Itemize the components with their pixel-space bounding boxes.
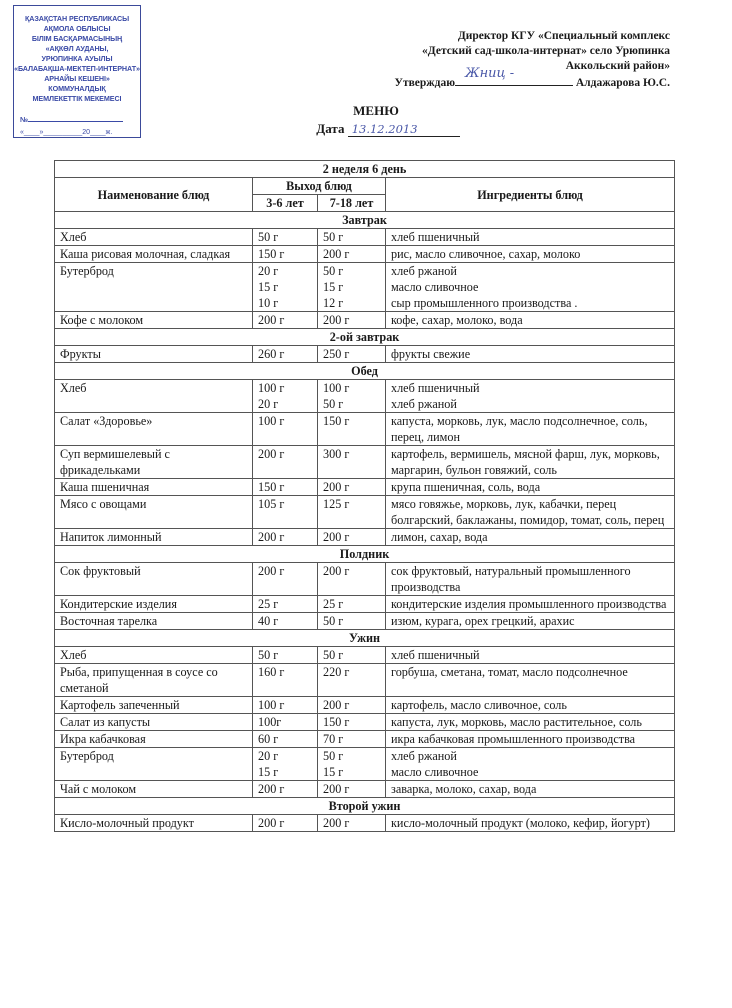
portion-3-6-line: 60 г	[258, 732, 279, 746]
ingredients	[386, 246, 675, 263]
ingredients-line: хлеб пшеничный	[391, 381, 480, 395]
portion-3-6	[253, 697, 318, 714]
portion-3-6-line: 15 г	[258, 765, 279, 779]
output-column-header: Выход блюд	[253, 178, 386, 195]
portion-7-18-line: 200 г	[323, 313, 350, 327]
meal-section-row	[55, 212, 675, 229]
meal-section-title: Завтрак	[55, 212, 675, 229]
menu-table-body	[55, 212, 675, 832]
portion-3-6	[253, 647, 318, 664]
dish-row	[55, 229, 675, 246]
portion-7-18-line: 50 г	[323, 397, 344, 411]
dish-row	[55, 413, 675, 446]
meal-section-row	[55, 363, 675, 380]
portion-7-18-line: 200 г	[323, 530, 350, 544]
approval-line-1: Директор КГУ «Специальный комплекс	[457, 30, 670, 42]
portion-7-18-line: 12 г	[323, 296, 344, 310]
portion-7-18-line: 100 г	[323, 381, 350, 395]
portion-3-6	[253, 413, 318, 446]
portion-7-18-line: 15 г	[323, 765, 344, 779]
page-title: МЕНЮ	[353, 103, 399, 118]
portion-3-6	[253, 380, 318, 413]
portion-7-18-line: 300 г	[323, 447, 350, 461]
ingredients-line: лимон, сахар, вода	[391, 530, 488, 544]
dish-name: Кисло-молочный продукт	[55, 815, 253, 832]
stamp-line: «АҚКӨЛ АУДАНЫ,	[45, 44, 109, 53]
portion-3-6-line: 100г	[258, 715, 282, 729]
ingredients	[386, 714, 675, 731]
portion-7-18	[318, 246, 386, 263]
dish-row	[55, 596, 675, 613]
dish-row	[55, 664, 675, 697]
meal-section-title: Обед	[55, 363, 675, 380]
ingredients-line: сок фруктовый, натуральный промышленного производства	[391, 564, 631, 594]
portion-3-6-line: 100 г	[258, 381, 285, 395]
portion-3-6-line: 15 г	[258, 280, 279, 294]
meal-section-row	[55, 546, 675, 563]
portion-3-6	[253, 613, 318, 630]
ingredients-line: крупа пшеничная, соль, вода	[391, 480, 541, 494]
ingredients-line: кисло-молочный продукт (молоко, кефир, йогурт)	[391, 816, 650, 830]
portion-7-18	[318, 748, 386, 781]
date-value: 13.12.2013	[348, 122, 460, 137]
dish-row	[55, 312, 675, 329]
ingredients	[386, 815, 675, 832]
portion-3-6-line: 200 г	[258, 816, 285, 830]
menu-table	[54, 160, 675, 832]
dish-row	[55, 647, 675, 664]
portion-3-6	[253, 229, 318, 246]
portion-3-6	[253, 496, 318, 529]
age-3-6-header: 3-6 лет	[253, 195, 318, 212]
dish-row	[55, 496, 675, 529]
portion-3-6-line: 150 г	[258, 247, 285, 261]
dish-name: Хлеб	[55, 647, 253, 664]
portion-3-6-line: 20 г	[258, 264, 279, 278]
dish-name: Кондитерские изделия	[55, 596, 253, 613]
ingredients	[386, 346, 675, 363]
portion-3-6-line: 25 г	[258, 597, 279, 611]
ingredients	[386, 596, 675, 613]
signature-line	[455, 66, 573, 86]
age-7-18-header: 7-18 лет	[318, 195, 386, 212]
portion-3-6-line: 200 г	[258, 530, 285, 544]
portion-3-6	[253, 815, 318, 832]
ingredients-line: заварка, молоко, сахар, вода	[391, 782, 537, 796]
ingredients-column-header: Ингредиенты блюд	[386, 178, 675, 212]
approval-block	[395, 29, 671, 91]
portion-3-6	[253, 748, 318, 781]
dish-name: Икра кабачковая	[55, 731, 253, 748]
dish-row	[55, 714, 675, 731]
stamp-date: «____»__________20____ж.	[20, 129, 113, 136]
stamp-line: КОММУНАЛДЫҚ	[48, 84, 106, 93]
dish-row	[55, 346, 675, 363]
portion-7-18	[318, 714, 386, 731]
dish-name: Каша пшеничная	[55, 479, 253, 496]
portion-7-18-line: 25 г	[323, 597, 344, 611]
dish-row	[55, 529, 675, 546]
meal-section-row	[55, 630, 675, 647]
ingredients	[386, 413, 675, 446]
dish-name: Картофель запеченный	[55, 697, 253, 714]
portion-3-6-line: 100 г	[258, 414, 285, 428]
dish-row	[55, 781, 675, 798]
dish-name: Бутерброд	[55, 263, 253, 312]
portion-3-6-line: 200 г	[258, 447, 285, 461]
ingredients-line: капуста, морковь, лук, масло подсолнечное, соль, перец, лимон	[391, 414, 648, 444]
portion-3-6-line: 105 г	[258, 497, 285, 511]
portion-7-18-line: 200 г	[323, 480, 350, 494]
dish-row	[55, 246, 675, 263]
portion-7-18	[318, 815, 386, 832]
ingredients-line: картофель, масло сливочное, соль	[391, 698, 567, 712]
ingredients	[386, 664, 675, 697]
dish-name: Салат «Здоровье»	[55, 413, 253, 446]
portion-7-18	[318, 529, 386, 546]
portion-7-18	[318, 664, 386, 697]
portion-7-18-line: 50 г	[323, 749, 344, 763]
portion-7-18	[318, 563, 386, 596]
stamp-line: «БАЛАБАҚША-МЕКТЕП-ИНТЕРНАТ»	[14, 64, 140, 73]
dish-row	[55, 731, 675, 748]
ingredients-line: хлеб пшеничный	[391, 230, 480, 244]
meal-section-row	[55, 329, 675, 346]
portion-7-18-line: 150 г	[323, 414, 350, 428]
portion-7-18	[318, 596, 386, 613]
dish-name: Хлеб	[55, 380, 253, 413]
ingredients-line: хлеб пшеничный	[391, 648, 480, 662]
dish-name: Фрукты	[55, 346, 253, 363]
stamp-line: УРЮПИНКА АУЫЛЫ	[41, 54, 113, 63]
ingredients-line: горбуша, сметана, томат, масло подсолнечное	[391, 665, 628, 679]
ingredients-line: кондитерские изделия промышленного производства	[391, 597, 667, 611]
portion-3-6-line: 260 г	[258, 347, 285, 361]
portion-3-6	[253, 563, 318, 596]
meal-section-title: 2-ой завтрак	[55, 329, 675, 346]
portion-3-6	[253, 263, 318, 312]
dish-name: Кофе с молоком	[55, 312, 253, 329]
portion-7-18	[318, 781, 386, 798]
stamp-number-label: №	[20, 115, 29, 124]
week-day-row	[55, 161, 675, 178]
ingredients	[386, 496, 675, 529]
portion-7-18-line: 200 г	[323, 698, 350, 712]
dish-name: Сок фруктовый	[55, 563, 253, 596]
ingredients	[386, 380, 675, 413]
dish-name: Напиток лимонный	[55, 529, 253, 546]
ingredients-line: масло сливочное	[391, 765, 479, 779]
portion-7-18-line: 150 г	[323, 715, 350, 729]
dish-name: Хлеб	[55, 229, 253, 246]
dish-name: Салат из капусты	[55, 714, 253, 731]
portion-7-18-line: 200 г	[323, 564, 350, 578]
portion-7-18	[318, 346, 386, 363]
portion-3-6	[253, 714, 318, 731]
ingredients-line: рис, масло сливочное, сахар, молоко	[391, 247, 581, 261]
portion-3-6-line: 40 г	[258, 614, 279, 628]
portion-7-18	[318, 312, 386, 329]
portion-7-18-line: 50 г	[323, 230, 344, 244]
ingredients	[386, 446, 675, 479]
portion-7-18	[318, 229, 386, 246]
approval-line-3: Аккольский район»	[565, 60, 670, 72]
week-day-header: 2 неделя 6 день	[55, 161, 675, 178]
dish-row	[55, 815, 675, 832]
approval-line-2: «Детский сад-школа-интернат» село Урюпинка	[422, 45, 670, 57]
ingredients-line: капуста, лук, морковь, масло растительное, соль	[391, 715, 642, 729]
portion-7-18	[318, 446, 386, 479]
ingredients	[386, 731, 675, 748]
meal-section-title: Второй ужин	[55, 798, 675, 815]
ingredients-line: фрукты свежие	[391, 347, 471, 361]
portion-3-6	[253, 596, 318, 613]
portion-7-18	[318, 380, 386, 413]
portion-7-18	[318, 479, 386, 496]
ingredients	[386, 781, 675, 798]
dish-row	[55, 446, 675, 479]
date-label: Дата	[316, 121, 345, 136]
date-row	[44, 121, 732, 137]
portion-3-6	[253, 246, 318, 263]
ingredients-line: хлеб ржаной	[391, 264, 457, 278]
stamp-line: БІЛІМ БАСҚАРМАСЫНЫҢ	[31, 34, 123, 43]
portion-7-18-line: 70 г	[323, 732, 344, 746]
dish-name: Суп вермишелевый с фрикадельками	[55, 446, 253, 479]
dish-row	[55, 613, 675, 630]
signer-name: Алдажарова Ю.С.	[575, 77, 670, 89]
portion-3-6	[253, 731, 318, 748]
portion-3-6-line: 200 г	[258, 564, 285, 578]
portion-7-18	[318, 263, 386, 312]
portion-3-6	[253, 312, 318, 329]
dish-column-header: Наименование блюд	[55, 178, 253, 212]
portion-3-6-line: 200 г	[258, 313, 285, 327]
handwritten-signature: Жниц -	[465, 66, 515, 81]
dish-row	[55, 563, 675, 596]
portion-3-6	[253, 479, 318, 496]
approve-label: Утверждаю	[394, 77, 455, 89]
meal-section-title: Полдник	[55, 546, 675, 563]
ingredients-line: картофель, вермишель, мясной фарш, лук, морковь, маргарин, бульон говяжий, соль	[391, 447, 660, 477]
dish-name: Чай с молоком	[55, 781, 253, 798]
portion-3-6	[253, 346, 318, 363]
portion-7-18	[318, 647, 386, 664]
dish-name: Рыба, припущенная в соусе со сметаной	[55, 664, 253, 697]
ingredients-line: хлеб ржаной	[391, 749, 457, 763]
ingredients-line: сыр промышленного производства .	[391, 296, 578, 310]
dish-name: Каша рисовая молочная, сладкая	[55, 246, 253, 263]
stamp-text	[14, 14, 140, 104]
ingredients-line: кофе, сахар, молоко, вода	[391, 313, 523, 327]
stamp-line: ҚАЗАҚСТАН РЕСПУБЛИКАСЫ	[24, 14, 130, 23]
dish-row	[55, 748, 675, 781]
portion-7-18-line: 125 г	[323, 497, 350, 511]
ingredients	[386, 563, 675, 596]
meal-section-row	[55, 798, 675, 815]
dish-name: Бутерброд	[55, 748, 253, 781]
portion-7-18-line: 250 г	[323, 347, 350, 361]
ingredients	[386, 229, 675, 246]
ingredients-line: мясо говяжье, морковь, лук, кабачки, перец болгарский, баклажаны, помидор, томат, соль, перец	[391, 497, 665, 527]
portion-3-6-line: 50 г	[258, 648, 279, 662]
portion-7-18-line: 15 г	[323, 280, 344, 294]
ingredients	[386, 479, 675, 496]
ingredients	[386, 613, 675, 630]
portion-3-6-line: 20 г	[258, 749, 279, 763]
dish-name: Восточная тарелка	[55, 613, 253, 630]
stamp-line: МЕМЛЕКЕТТІК МЕКЕМЕСІ	[32, 94, 122, 103]
ingredients	[386, 697, 675, 714]
stamp-line: АҚМОЛА ОБЛЫСЫ	[43, 24, 111, 33]
dish-row	[55, 263, 675, 312]
portion-3-6-line: 200 г	[258, 782, 285, 796]
portion-3-6	[253, 664, 318, 697]
portion-3-6-line: 150 г	[258, 480, 285, 494]
ingredients	[386, 263, 675, 312]
portion-3-6-line: 50 г	[258, 230, 279, 244]
ingredients-line: масло сливочное	[391, 280, 479, 294]
ingredients	[386, 312, 675, 329]
dish-row	[55, 380, 675, 413]
portion-3-6	[253, 781, 318, 798]
portion-3-6	[253, 446, 318, 479]
portion-7-18	[318, 496, 386, 529]
portion-7-18-line: 200 г	[323, 816, 350, 830]
portion-3-6-line: 10 г	[258, 296, 279, 310]
portion-7-18	[318, 697, 386, 714]
portion-7-18-line: 220 г	[323, 665, 350, 679]
dish-row	[55, 697, 675, 714]
ingredients-line: изюм, курага, орех грецкий, арахис	[391, 614, 575, 628]
portion-7-18-line: 200 г	[323, 782, 350, 796]
portion-7-18-line: 50 г	[323, 264, 344, 278]
portion-7-18-line: 50 г	[323, 614, 344, 628]
portion-3-6-line: 160 г	[258, 665, 285, 679]
ingredients-line: икра кабачковая промышленного производства	[391, 732, 636, 746]
portion-3-6-line: 20 г	[258, 397, 279, 411]
meal-section-title: Ужин	[55, 630, 675, 647]
portion-7-18	[318, 413, 386, 446]
portion-7-18-line: 50 г	[323, 648, 344, 662]
ingredients	[386, 748, 675, 781]
ingredients-line: хлеб ржаной	[391, 397, 457, 411]
portion-7-18	[318, 731, 386, 748]
header-row	[55, 178, 675, 195]
portion-3-6	[253, 529, 318, 546]
ingredients	[386, 529, 675, 546]
portion-7-18	[318, 613, 386, 630]
dish-row	[55, 479, 675, 496]
dish-name: Мясо с овощами	[55, 496, 253, 529]
portion-3-6-line: 100 г	[258, 698, 285, 712]
stamp-line: АРНАЙЫ КЕШЕНІ»	[44, 74, 110, 83]
portion-7-18-line: 200 г	[323, 247, 350, 261]
ingredients	[386, 647, 675, 664]
document-title-block	[0, 103, 732, 137]
